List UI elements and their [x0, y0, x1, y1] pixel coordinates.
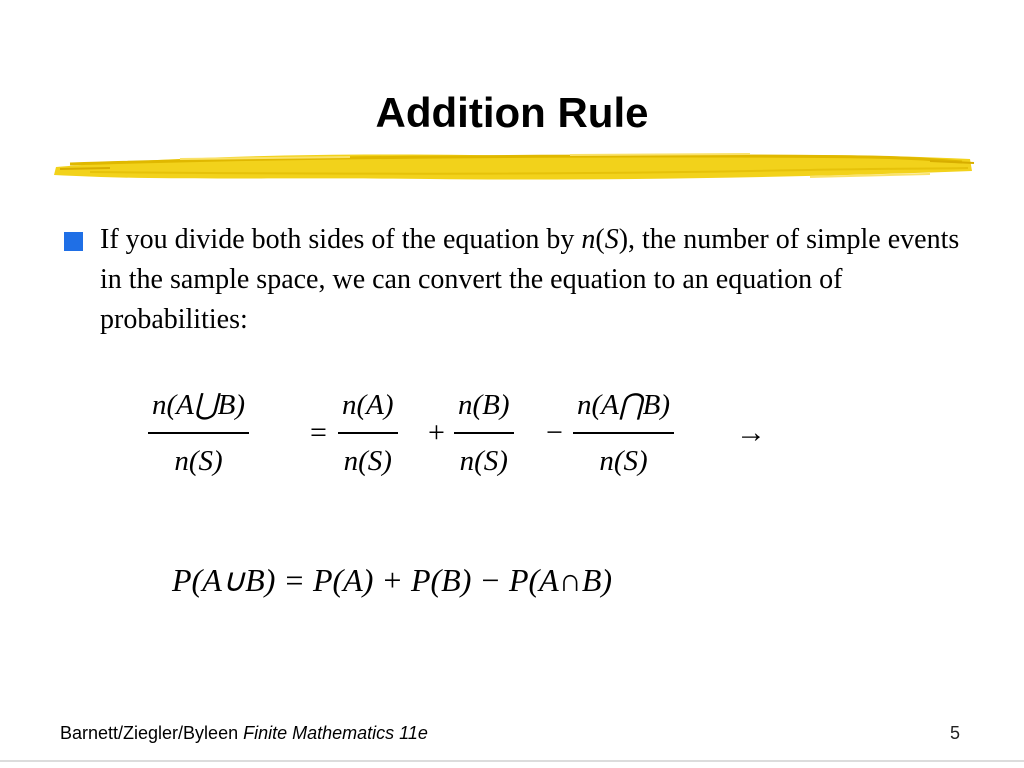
- minus-sign: −: [546, 416, 563, 449]
- n-symbol: n: [343, 445, 359, 477]
- bullet-item: [64, 220, 964, 340]
- fraction-denominator: (S): [358, 445, 392, 477]
- fraction-numerator: (A⋃B): [166, 389, 246, 421]
- n-symbol: n: [459, 445, 475, 477]
- fraction-bar: [338, 432, 398, 434]
- right-arrow-icon: →: [736, 416, 766, 449]
- equation-counts: [148, 388, 808, 488]
- bullet-text: [100, 220, 960, 340]
- n-symbol: n: [152, 389, 167, 421]
- yellow-brush-stroke-divider: [50, 147, 976, 187]
- fraction-bar: [573, 432, 674, 434]
- fraction-intersection-over-sample: [573, 388, 674, 478]
- fraction-denominator: (S): [474, 445, 508, 477]
- fraction-union-over-sample: [148, 388, 249, 478]
- slide-title: Addition Rule: [375, 89, 649, 136]
- page-number: 5: [949, 723, 960, 743]
- equation-probabilities: P(A∪B) = P(A) + P(B) − P(A∩B): [172, 562, 613, 598]
- equals-sign: =: [310, 416, 327, 449]
- footer-citation: [60, 722, 428, 744]
- fraction-numerator: (A⋂B): [591, 389, 671, 421]
- fraction-bar: [454, 432, 514, 434]
- square-bullet-icon: [64, 232, 83, 251]
- bullet-n-italic: n: [581, 224, 596, 255]
- bullet-s-italic: S: [604, 224, 619, 255]
- plus-sign: +: [428, 416, 445, 449]
- bottom-divider: [0, 760, 1024, 762]
- n-symbol: n: [458, 389, 473, 421]
- n-symbol: n: [174, 445, 189, 477]
- n-symbol: n: [342, 389, 357, 421]
- bullet-text-rest: ), the number of simple events in the sample space, we can convert the equation to an equation of probabilities:: [100, 224, 960, 335]
- fraction-denominator: (S): [188, 445, 223, 477]
- fraction-bar: [148, 432, 249, 434]
- fraction-denominator: (S): [613, 445, 648, 477]
- n-symbol: n: [577, 389, 592, 421]
- fraction-numerator: (B): [472, 389, 510, 421]
- bullet-paren: (: [595, 224, 605, 255]
- fraction-b-over-sample: [454, 388, 514, 478]
- bullet-text-part: If you divide both sides of the equation by: [100, 224, 582, 255]
- fraction-numerator: (A): [356, 389, 394, 421]
- footer-book-title: Finite Mathematics 11e: [243, 723, 428, 743]
- fraction-a-over-sample: [338, 388, 398, 478]
- n-symbol: n: [599, 445, 614, 477]
- footer-authors: Barnett/Ziegler/Byleen: [60, 723, 244, 743]
